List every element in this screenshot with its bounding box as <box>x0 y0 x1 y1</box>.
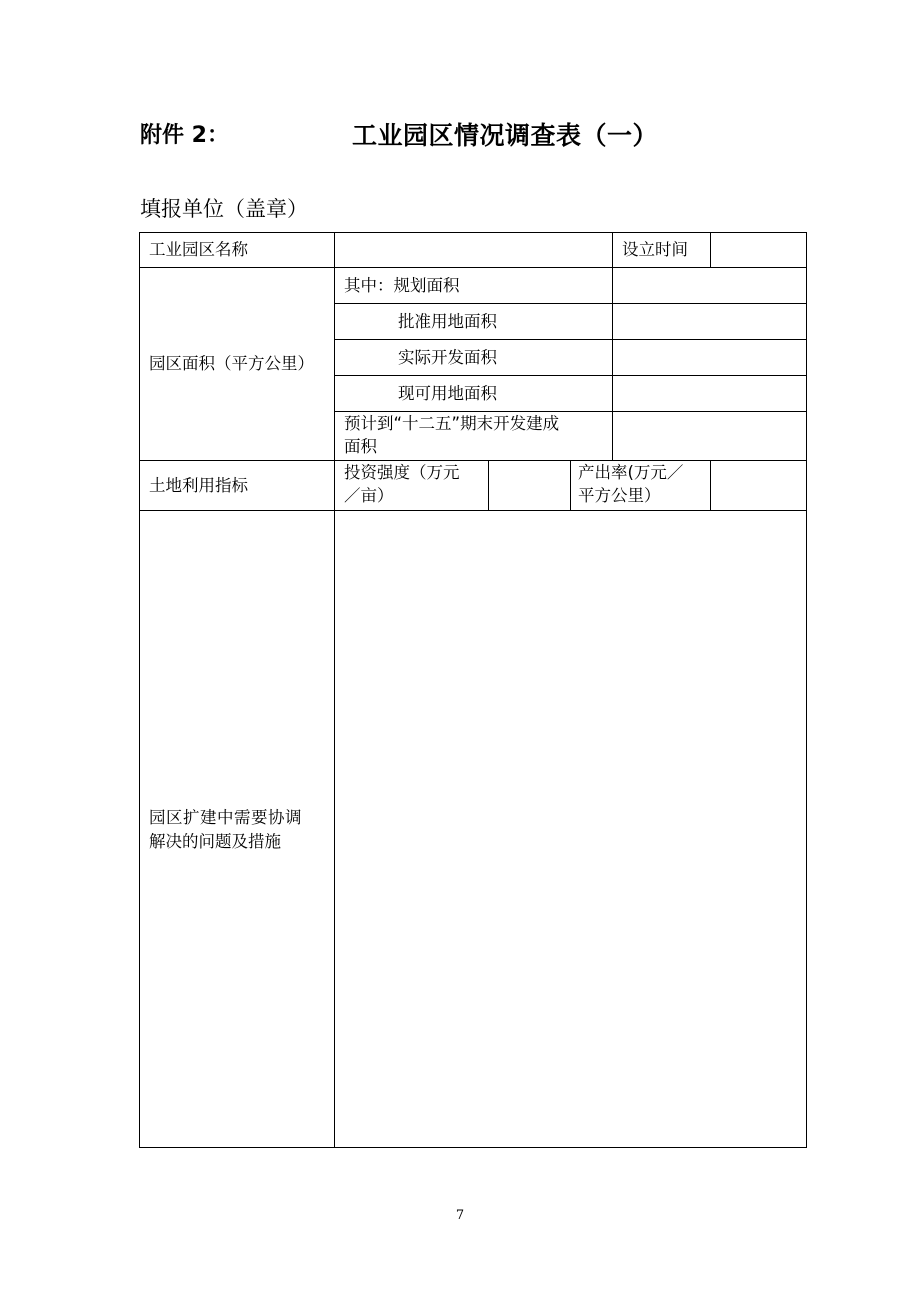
attachment-label: 附件 2： <box>140 123 229 148</box>
investment-intensity-label-line1: 投资强度（万元 <box>344 463 460 482</box>
row-divider <box>334 339 806 340</box>
issues-value[interactable] <box>342 517 798 1137</box>
output-rate-label-line2: 平方公里） <box>578 486 661 505</box>
column-divider <box>710 460 711 510</box>
projected-area-value[interactable] <box>618 423 802 445</box>
developed-area-value[interactable] <box>618 347 802 369</box>
land-use-label: 土地利用指标 <box>149 476 248 495</box>
park-name-label: 工业园区名称 <box>149 240 248 259</box>
row-divider <box>334 375 806 376</box>
projected-area-label-line2: 面积 <box>344 437 377 456</box>
investment-intensity-label-line2: ／亩） <box>344 486 394 505</box>
output-rate-value[interactable] <box>716 473 802 495</box>
setup-time-value[interactable] <box>716 239 802 261</box>
row-divider <box>334 411 806 412</box>
row-divider <box>140 460 806 461</box>
survey-form-table <box>139 232 807 1148</box>
projected-area-label-line1: 预计到“十二五”期末开发建成 <box>344 414 560 433</box>
filing-unit-label: 填报单位（盖章） <box>140 197 308 221</box>
page-number: 7 <box>455 1208 465 1223</box>
column-divider <box>334 233 335 1147</box>
column-divider <box>612 267 613 460</box>
developed-area-label: 实际开发面积 <box>398 348 497 367</box>
approved-land-area-label: 批准用地面积 <box>398 312 497 331</box>
output-rate-label-line1: 产出率(万元／ <box>578 463 684 482</box>
planned-area-label: 其中：规划面积 <box>344 276 460 295</box>
column-divider <box>710 233 711 267</box>
planned-area-value[interactable] <box>618 275 802 297</box>
park-name-value[interactable] <box>340 239 606 261</box>
setup-time-label: 设立时间 <box>622 240 688 259</box>
column-divider <box>488 460 489 510</box>
available-land-area-value[interactable] <box>618 383 802 405</box>
approved-land-area-value[interactable] <box>618 311 802 333</box>
park-area-label: 园区面积（平方公里） <box>149 354 314 373</box>
investment-intensity-value[interactable] <box>494 473 564 495</box>
column-divider <box>612 233 613 267</box>
row-divider <box>334 303 806 304</box>
issues-label-line2: 解决的问题及措施 <box>149 832 281 851</box>
available-land-area-label: 现可用地面积 <box>398 384 497 403</box>
issues-label-line1: 园区扩建中需要协调 <box>149 808 302 827</box>
page-title: 工业园区情况调查表（一） <box>352 121 659 150</box>
column-divider <box>570 460 571 510</box>
row-divider <box>140 510 806 511</box>
row-divider <box>140 267 806 268</box>
